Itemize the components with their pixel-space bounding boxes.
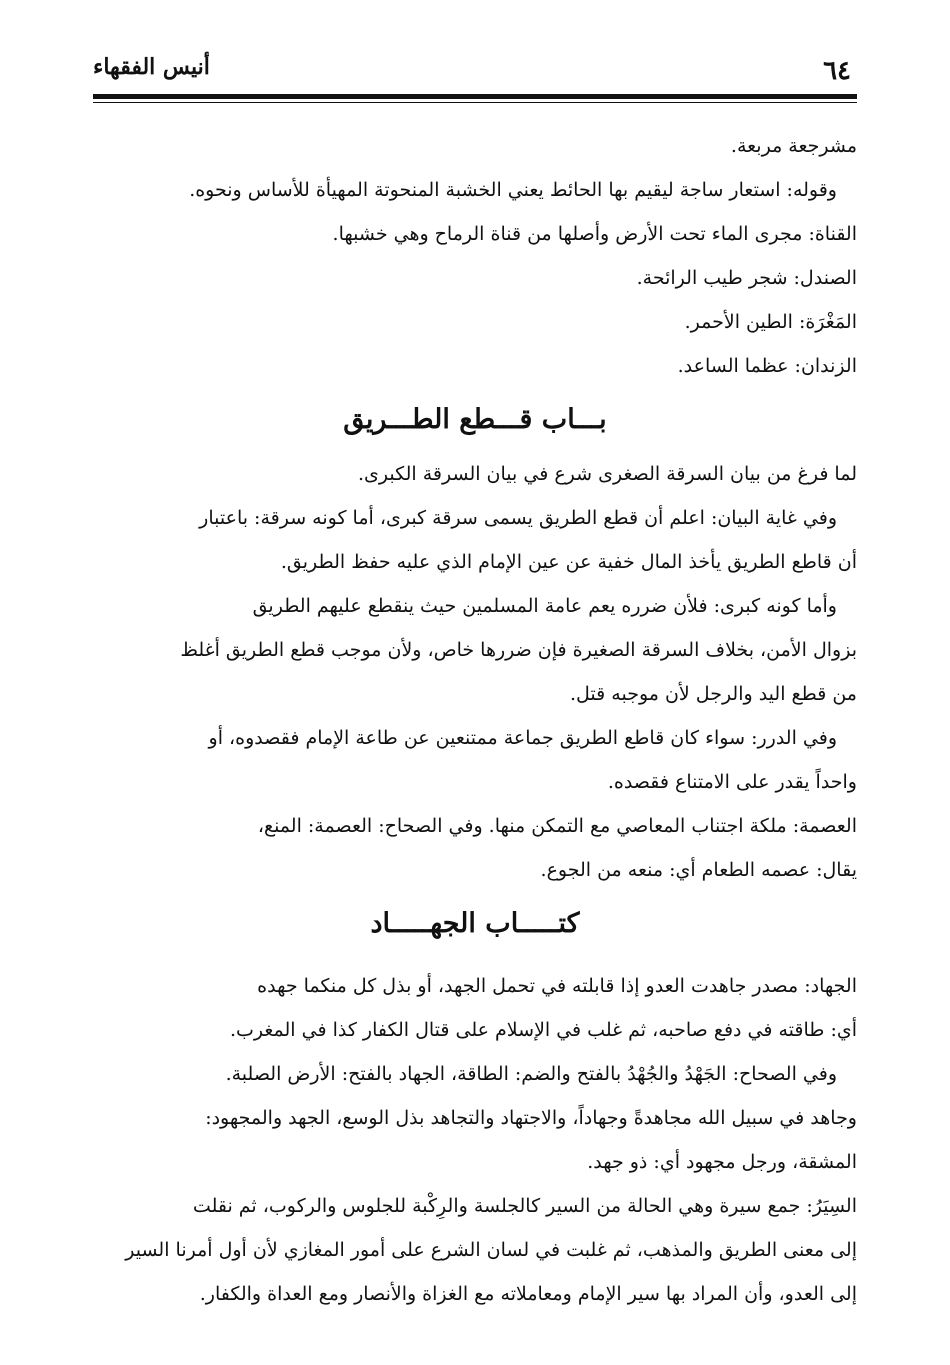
text-line: بزوال الأمن، بخلاف السرقة الصغيرة فإن ضررها خاص، ولأن موجب قطع الطريق أغلظ [180, 639, 857, 661]
text-line: واحداً يقدر على الامتناع فقصده. [607, 771, 857, 793]
running-title: أنيس الفقهاء [93, 54, 210, 80]
section-heading-jihad: كتـــــاب الجهـــــاد [370, 908, 580, 939]
text-line: مشرجعة مربعة. [730, 135, 857, 157]
spacer [93, 956, 857, 964]
text-line: أي: طاقته في دفع صاحبه، ثم غلب في الإسلام على قتال الكفار كذا في المغرب. [229, 1019, 857, 1041]
text-line: يقال: عصمه الطعام أي: منعه من الجوع. [540, 859, 857, 881]
section-heading-highway-robbery: بـــاب قـــطع الطـــريق [343, 404, 607, 435]
text-line: وفي غاية البيان: اعلم أن قطع الطريق يسمى سرقة كبرى، أما كونه سرقة: باعتبار [199, 507, 837, 529]
page-body [93, 124, 857, 1316]
text-line: وفي الدرر: سواء كان قاطع الطريق جماعة ممتنعين عن طاعة الإمام فقصدوه، أو [208, 727, 837, 749]
text-line: المَغْرَة: الطين الأحمر. [684, 311, 857, 333]
text-line: القناة: مجرى الماء تحت الأرض وأصلها من قناة الرماح وهي خشبها. [332, 223, 857, 245]
text-line: لما فرغ من بيان السرقة الصغرى شرع في بيان السرقة الكبرى. [358, 463, 857, 485]
header-rule-thick [93, 94, 857, 99]
text-line: السِيَرُ: جمع سيرة وهي الحالة من السير كالجلسة والرِكْبة للجلوس والركوب، ثم نقلت [192, 1195, 857, 1217]
text-line: العصمة: ملكة اجتناب المعاصي مع التمكن منها. وفي الصحاح: العصمة: المنع، [257, 815, 857, 837]
text-line: وقوله: استعار ساجة ليقيم بها الحائط يعني الخشبة المنحوتة المهيأة للأساس ونحوه. [189, 179, 837, 201]
text-line: أن قاطع الطريق يأخذ المال خفية عن عين الإمام الذي عليه حفظ الطريق. [280, 551, 857, 573]
text-line: من قطع اليد والرجل لأن موجبه قتل. [570, 683, 857, 705]
page-header [93, 50, 857, 94]
text-line: إلى العدو، وأن المراد بها سير الإمام ومعاملاته مع الغزاة والأنصار ومع العداة والكفار. [199, 1283, 857, 1305]
text-line: وأما كونه كبرى: فلأن ضرره يعم عامة المسلمين حيث ينقطع عليهم الطريق [252, 595, 837, 617]
text-line: إلى معنى الطريق والمذهب، ثم غلبت في لسان الشرع على أمور المغازي لأن أول أمرنا السير [125, 1239, 857, 1261]
text-line: وجاهد في سبيل الله مجاهدةً وجهاداً، والاجتهاد والتجاهد بذل الوسع، الجهد والمجهود: [205, 1107, 857, 1129]
text-line: وفي الصحاح: الجَهْدُ والجُهْدُ بالفتح والضم: الطاقة، الجهاد بالفتح: الأرض الصلبة. [225, 1063, 837, 1085]
text-line: الزندان: عظما الساعد. [677, 355, 857, 377]
text-line: الجهاد: مصدر جاهدت العدو إذا قابلته في تحمل الجهد، أو بذل كل منكما جهده [257, 975, 857, 997]
text-line: الصندل: شجر طيب الرائحة. [636, 267, 857, 289]
page-number: ٦٤ [823, 56, 851, 86]
text-line: المشقة، ورجل مجهود أي: ذو جهد. [587, 1151, 857, 1173]
header-rule-thin [93, 102, 857, 103]
